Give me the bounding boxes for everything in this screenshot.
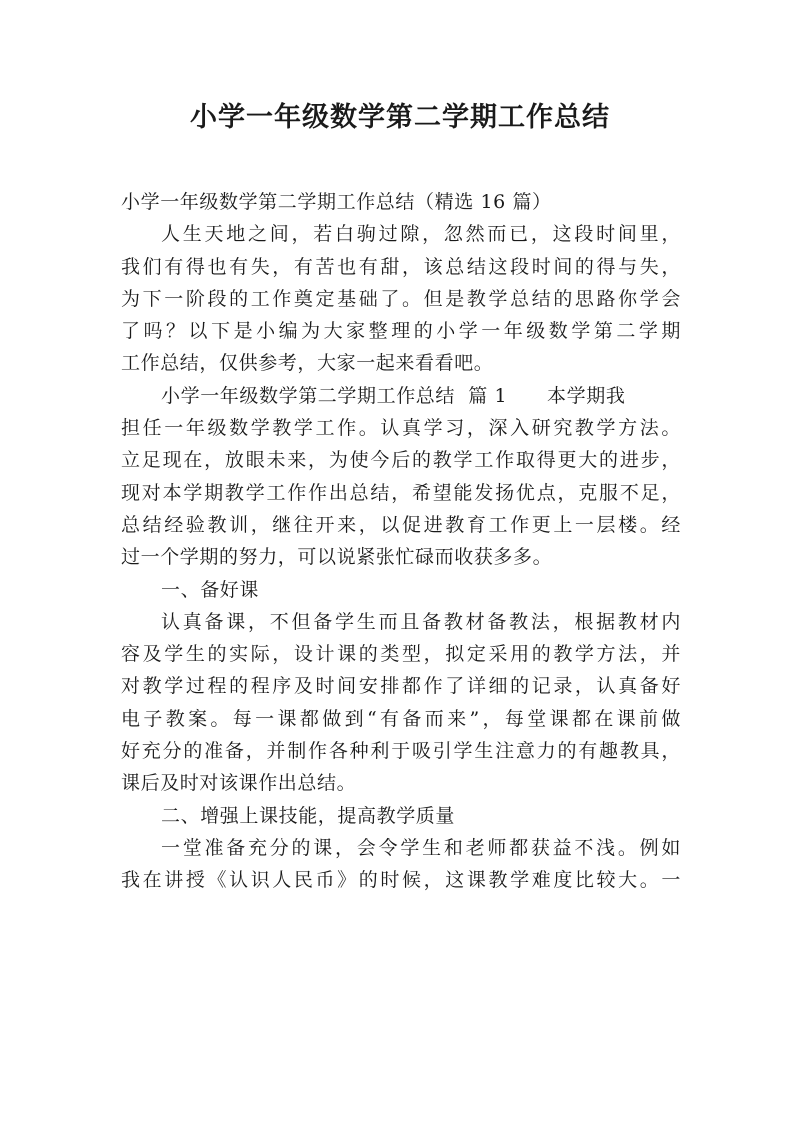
paragraph-line: 担任一年级数学教学工作。认真学习，深入研究教学方法。 <box>121 417 681 440</box>
paragraph-line: 现对本学期教学工作作出总结，希望能发扬优点，克服不足， <box>121 481 681 504</box>
subheading-line: 二、增强上课技能，提高教学质量 <box>161 804 456 827</box>
paragraph-line: 为下一阶段的工作奠定基础了。但是教学总结的思路你学会 <box>121 287 681 310</box>
paragraph-line: 对教学过程的程序及时间安排都作了详细的记录，认真备好 <box>121 675 681 698</box>
paragraph-line: 工作总结，仅供参考，大家一起来看看吧。 <box>121 352 494 375</box>
paragraph-line: 人生天地之间，若白驹过隙，忽然而已，这段时间里， <box>161 223 681 246</box>
paragraph-line: 过一个学期的努力，可以说紧张忙碌而收获多多。 <box>121 546 553 569</box>
document-body <box>121 186 681 897</box>
paragraph-line: 我在讲授《认识人民币》的时候，这课教学难度比较大。一 <box>121 869 681 892</box>
paragraph-line: 好充分的准备，并制作各种利于吸引学生注意力的有趣教具， <box>121 740 681 763</box>
paragraph-line: 电子教案。每一课都做到“有备而来”，每堂课都在课前做 <box>121 707 681 730</box>
section-heading-line: 小学一年级数学第二学期工作总结 篇 1 本学期我 <box>161 384 626 407</box>
paragraph-line: 了吗？以下是小编为大家整理的小学一年级数学第二学期 <box>121 320 681 343</box>
document-title: 小学一年级数学第二学期工作总结 <box>190 102 610 133</box>
paragraph-line: 认真备课，不但备学生而且备教材备教法，根据教材内 <box>161 610 681 633</box>
paragraph-line: 容及学生的实际，设计课的类型，拟定采用的教学方法，并 <box>121 643 681 666</box>
subheading-line: 一、备好课 <box>161 578 260 601</box>
paragraph-line: 一堂准备充分的课，会令学生和老师都获益不浅。例如 <box>161 836 681 859</box>
paragraph-line: 总结经验教训，继往开来，以促进教育工作更上一层楼。经 <box>121 513 681 536</box>
subtitle-line: 小学一年级数学第二学期工作总结（精选 16 篇） <box>121 191 552 213</box>
paragraph-line: 课后及时对该课作出总结。 <box>121 772 357 795</box>
paragraph-line: 我们有得也有失，有苦也有甜，该总结这段时间的得与失， <box>121 255 681 278</box>
paragraph-line: 立足现在，放眼未来，为使今后的教学工作取得更大的进步， <box>121 449 681 472</box>
